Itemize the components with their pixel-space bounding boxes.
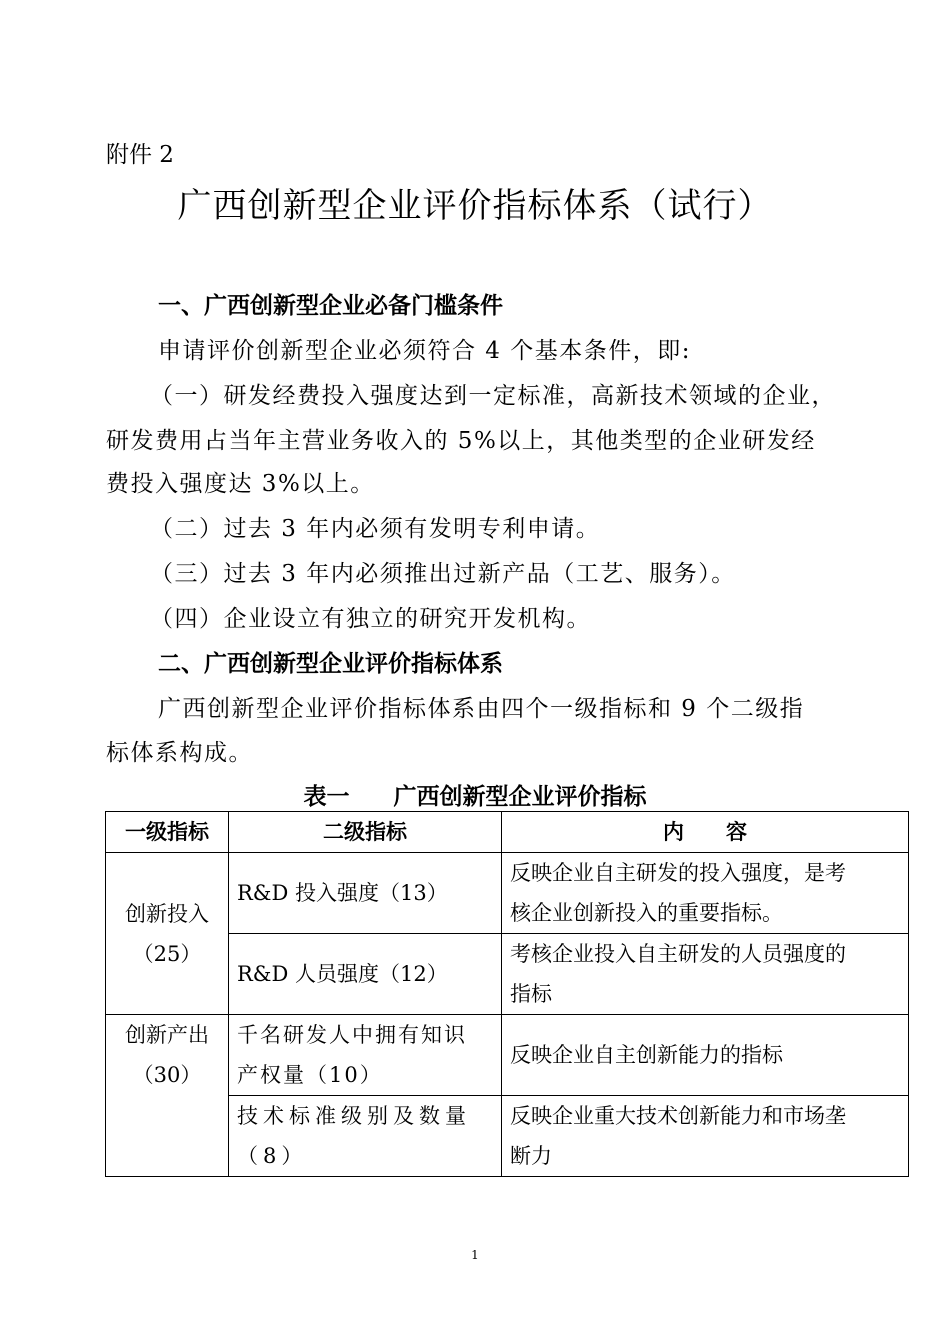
page-number: 1	[471, 1248, 479, 1262]
level1-cell: 创新投入 （25）	[106, 853, 229, 1015]
indicator-table	[105, 811, 909, 1177]
section1-item2: （二）过去 3 年内必须有发明专利申请。	[150, 516, 601, 542]
level2-cell: R&D 人员强度（12）	[229, 934, 502, 1015]
section2-heading: 二、广西创新型企业评价指标体系	[158, 651, 503, 677]
content-cell: 反映企业重大技术创新能力和市场垄 断力	[502, 1096, 909, 1177]
section1-item4: （四）企业设立有独立的研究开发机构。	[150, 606, 591, 632]
table-caption-label: 表一	[303, 784, 350, 810]
section1-item1-line3: 费投入强度达 3%以上。	[106, 471, 375, 497]
document-title: 广西创新型企业评价指标体系（试行）	[177, 186, 773, 226]
section1-item3: （三）过去 3 年内必须推出过新产品（工艺、服务）。	[150, 561, 736, 587]
level2-cell: 千名研发人中拥有知识 产权量（10）	[229, 1015, 502, 1096]
level1-cell: 创新产出 （30）	[106, 1015, 229, 1177]
header-content: 内 容	[502, 812, 909, 853]
table-header-row	[106, 812, 909, 853]
header-level2: 二级指标	[229, 812, 502, 853]
section1-item1-line2: 研发费用占当年主营业务收入的 5%以上，其他类型的企业研发经	[106, 428, 816, 454]
table-row	[106, 853, 909, 934]
content-cell: 考核企业投入自主研发的人员强度的 指标	[502, 934, 909, 1015]
header-level1: 一级指标	[106, 812, 229, 853]
level2-cell: R&D 投入强度（13）	[229, 853, 502, 934]
content-cell: 反映企业自主创新能力的指标	[502, 1015, 909, 1096]
attachment-label: 附件 2	[106, 142, 174, 168]
section2-text-line2: 标体系构成。	[106, 740, 253, 766]
section1-intro: 申请评价创新型企业必须符合 4 个基本条件，即:	[158, 338, 692, 364]
section1-heading: 一、广西创新型企业必备门槛条件	[158, 293, 503, 319]
table-caption	[0, 778, 950, 811]
section2-text-line1: 广西创新型企业评价指标体系由四个一级指标和 9 个二级指	[158, 696, 805, 722]
section1-item1-line1: （一）研发经费投入强度达到一定标准，高新技术领域的企业，	[150, 383, 836, 409]
table-caption-title: 广西创新型企业评价指标	[393, 784, 647, 810]
table-row	[106, 1015, 909, 1096]
content-cell: 反映企业自主研发的投入强度，是考 核企业创新投入的重要指标。	[502, 853, 909, 934]
level2-cell: 技术标准级别及数量 （8）	[229, 1096, 502, 1177]
